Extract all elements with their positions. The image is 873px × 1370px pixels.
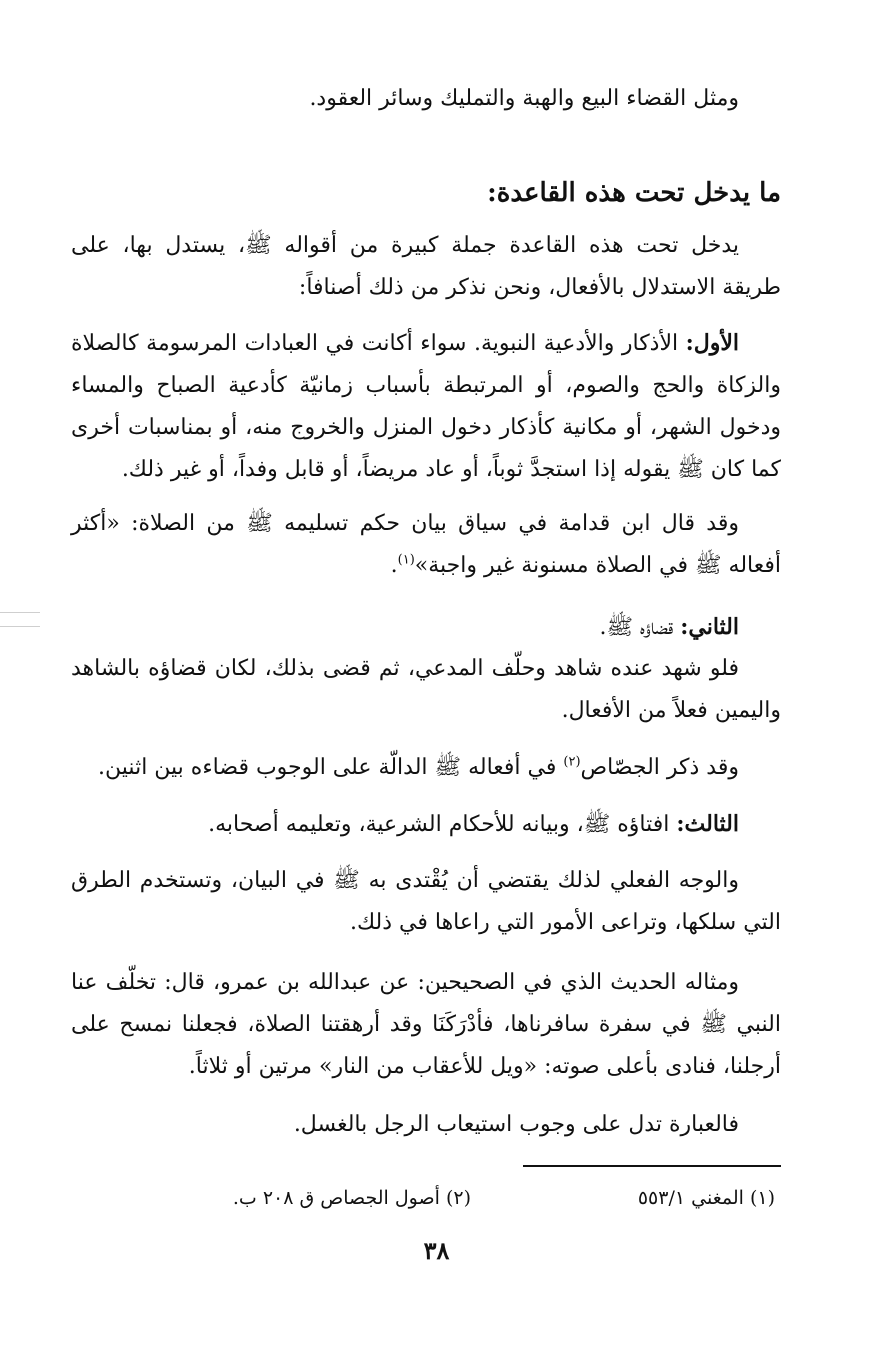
paragraph-hadith-example: ومثاله الحديث الذي في الصحيحين: عن عبدالله بن عمرو، قال: تخلّف عنا النبي ﷺ في سفرة سافرناها، فأدْرَكَنَا وقد أرهقتنا الصلاة، فجعلنا نمسح على أرجلنا، فنادى بأعلى صوته: «ويل للأعقاب من النار» مرتين أو ثلاثاً.: [71, 970, 781, 1079]
ibn-qudama-end: .: [390, 553, 398, 578]
footnote-ref-2: (٢): [563, 754, 581, 770]
paragraph-rule-scope: يدخل تحت هذه القاعدة جملة كبيرة من أقواله ﷺ، يستدل بها، على طريقة الاستدلال بالأفعال، ونحن نذكر من ذلك أصنافاً:: [71, 233, 781, 300]
margin-scan-line: [0, 626, 40, 627]
first-category-text: الأذكار والأدعية النبوية. سواء أكانت في العبادات المرسومة كالصلاة والزكاة والحج والصوم، أو المرتبطة بأسباب زمانيّة كأدعية الصباح والمساء ودخول الشهر، أو مكانية كأذكار دخول المنزل والخروج منه، أو بمناسبات أخرى كما كان ﷺ يقوله إذا استجدَّ ثوباً، أو عاد مريضاً، أو قابل وفداً، أو غير ذلك.: [71, 331, 781, 482]
jassas-text-start: وقد ذكر الجصّاص: [580, 755, 739, 780]
category-label-first: الأول:: [685, 330, 739, 356]
category-label-second: الثاني:: [680, 614, 739, 640]
section-heading: ما يدخل تحت هذه القاعدة:: [487, 178, 781, 208]
page-number: ٣٨: [423, 1236, 450, 1265]
footnote-ref-1: (١): [397, 552, 415, 568]
third-category-text: افتاؤه ﷺ، وبيانه للأحكام الشرعية، وتعليمه أصحابه.: [208, 812, 677, 837]
second-category-text: قضاؤه ﷺ.: [599, 615, 681, 640]
margin-scan-line: [0, 612, 40, 613]
paragraph-witness-oath: فلو شهد عنده شاهد وحلّف المدعي، ثم قضى بذلك، لكان قضاؤه بالشاهد واليمين فعلاً من الأفعال.: [71, 656, 781, 723]
paragraph-practical-aspect: والوجه الفعلي لذلك يقتضي أن يُقْتدى به ﷺ في البيان، وتستخدم الطرق التي سلكها، وتراعى الأمور التي راعاها في ذلك.: [71, 868, 781, 935]
paragraph-second-category: [71, 606, 781, 649]
ibn-qudama-text: وقد قال ابن قدامة في سياق بيان حكم تسليمه ﷺ من الصلاة: «أكثر أفعاله ﷺ في الصلاة مسنونة غير واجبة»: [71, 511, 781, 578]
paragraph-jassas: [71, 747, 781, 789]
paragraph-ibn-qudama: [71, 503, 781, 587]
paragraph-conclusion: فالعبارة تدل على وجوب استيعاب الرجل بالغسل.: [293, 1112, 739, 1137]
footnote-2: (٢) أصول الجصاص ق ٢٠٨ ب.: [232, 1187, 471, 1209]
paragraph-first-category: [71, 322, 781, 491]
jassas-text-end: في أفعاله ﷺ الدالّة على الوجوب قضاءه بين اثنين.: [98, 755, 564, 780]
footnote-separator: [523, 1165, 781, 1167]
intro-paragraph: ومثل القضاء البيع والهبة والتمليك وسائر العقود.: [309, 86, 739, 111]
footnote-1: (١) المغني ٥٥٣/١: [637, 1187, 775, 1209]
category-label-third: الثالث:: [676, 811, 739, 837]
paragraph-third-category: [71, 803, 781, 846]
